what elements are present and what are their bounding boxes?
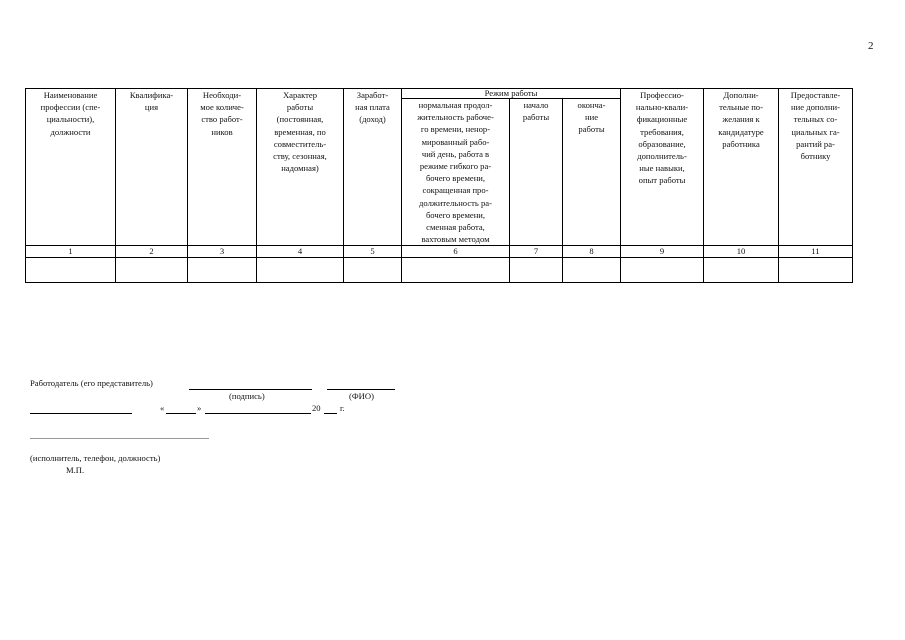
signature-caption: (подпись) (229, 391, 265, 401)
column-number: 10 (704, 246, 779, 258)
subheader-work-schedule: нормальная продол- жительность рабоче- го времени, ненор- мированный рабо- чий день, работа в режиме гибкого ра- бочего времени, сокращенная про- должительность ра- бочего времени, сменная работа, вахтовым методом (402, 99, 510, 246)
fio-caption: (ФИО) (349, 391, 374, 401)
year-line[interactable] (324, 413, 337, 414)
column-number: 2 (116, 246, 188, 258)
column-number: 11 (779, 246, 853, 258)
table-cell[interactable] (116, 258, 188, 283)
table-cell[interactable] (563, 258, 621, 283)
subheader-work-end: оконча- ние работы (563, 99, 621, 246)
date-close-quote: » (197, 403, 202, 413)
vacancy-table (25, 88, 853, 283)
column-number: 4 (257, 246, 344, 258)
fio-line[interactable] (327, 389, 395, 390)
table-row (26, 258, 853, 283)
year-suffix: г. (340, 403, 345, 413)
column-number: 1 (26, 246, 116, 258)
day-line[interactable] (166, 413, 196, 414)
column-number: 8 (563, 246, 621, 258)
month-line[interactable] (205, 413, 311, 414)
table-cell[interactable] (344, 258, 402, 283)
stamp-label: М.П. (66, 465, 85, 475)
header-requirements: Профессио- нально-квали- фикационные требования, образование, дополнитель- ные навыки, опыт работы (621, 89, 704, 246)
header-work-mode: Режим работы (402, 89, 621, 99)
column-number: 9 (621, 246, 704, 258)
table-cell[interactable] (779, 258, 853, 283)
table-cell[interactable] (188, 258, 257, 283)
header-salary: Заработ- ная плата (доход) (344, 89, 402, 246)
executor-caption: (исполнитель, телефон, должность) (30, 453, 161, 463)
table-cell[interactable] (510, 258, 563, 283)
column-number: 3 (188, 246, 257, 258)
subheader-work-start: начало работы (510, 99, 563, 246)
year-prefix: 20 (312, 403, 321, 413)
column-number-row (26, 246, 853, 258)
employer-name-line[interactable] (30, 413, 132, 414)
table-cell[interactable] (621, 258, 704, 283)
table-cell[interactable] (402, 258, 510, 283)
table-cell[interactable] (257, 258, 344, 283)
column-number: 7 (510, 246, 563, 258)
page-number: 2 (868, 40, 874, 52)
date-open-quote: « (160, 403, 165, 413)
executor-line[interactable] (30, 438, 209, 439)
signature-line[interactable] (189, 389, 312, 390)
header-profession: Наименование профессии (спе- циальности), должности (26, 89, 116, 246)
column-number: 5 (344, 246, 402, 258)
table-cell[interactable] (704, 258, 779, 283)
table-cell[interactable] (26, 258, 116, 283)
column-number: 6 (402, 246, 510, 258)
header-guarantees: Предоставле- ние дополни- тельных со- циальных га- рантий ра- ботнику (779, 89, 853, 246)
header-wishes: Дополни- тельные по- желания к кандидатуре работника (704, 89, 779, 246)
header-work-type: Характер работы (постоянная, временная, по совместитель- ству, сезонная, надомная) (257, 89, 344, 246)
header-qualification: Квалифика- ция (116, 89, 188, 246)
employer-label: Работодатель (его представитель) (30, 378, 153, 388)
header-required-count: Необходи- мое количе- ство работ- ников (188, 89, 257, 246)
